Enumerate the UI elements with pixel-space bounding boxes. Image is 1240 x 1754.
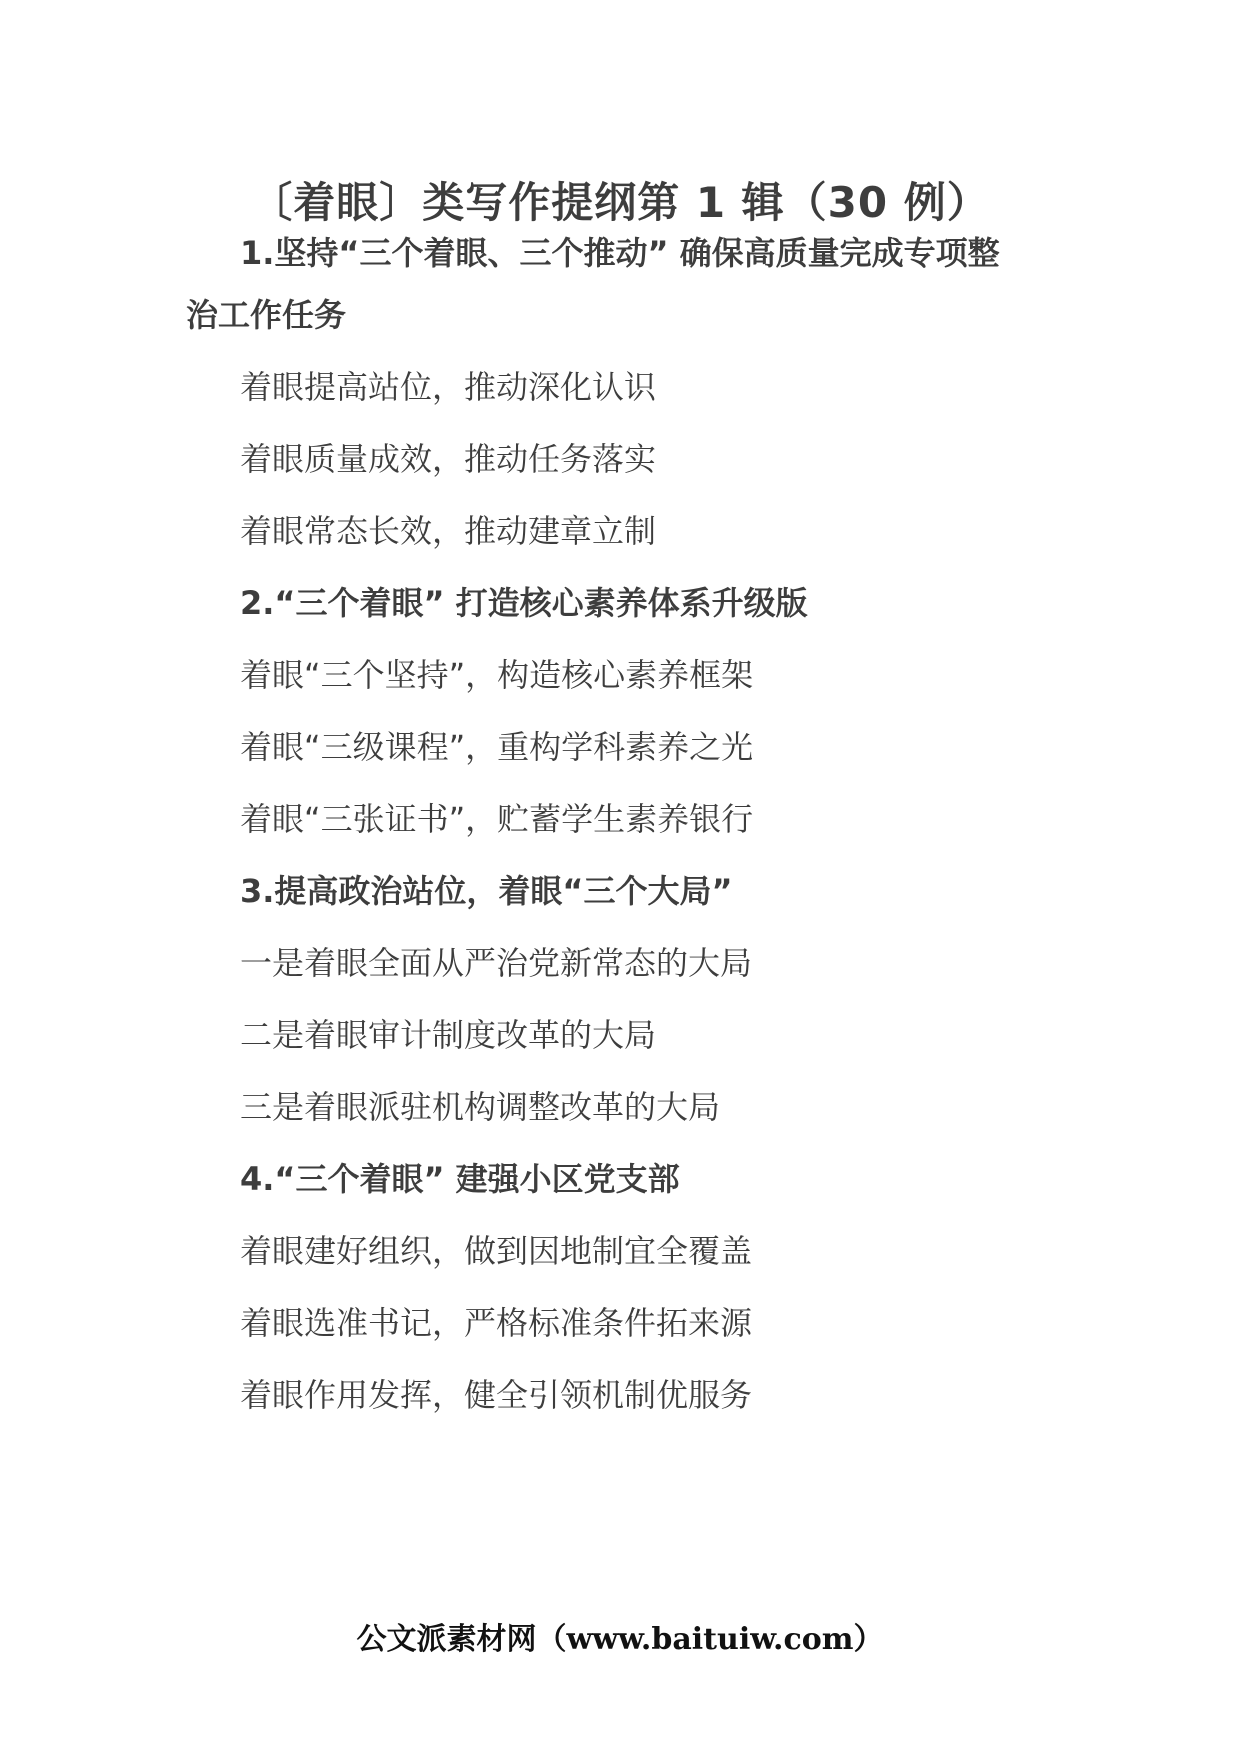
section-heading-4: 4.“三个着眼” 建强小区党支部	[240, 1160, 680, 1198]
section-heading-3: 3.提高政治站位，着眼“三个大局”	[240, 872, 733, 910]
section-2-item-1: 着眼“三个坚持”，构造核心素养框架	[240, 656, 754, 694]
section-heading-2: 2.“三个着眼” 打造核心素养体系升级版	[240, 584, 808, 622]
section-4-item-1: 着眼建好组织，做到因地制宜全覆盖	[240, 1232, 753, 1270]
section-2-item-2: 着眼“三级课程”，重构学科素养之光	[240, 728, 754, 766]
section-heading-1: 1.坚持“三个着眼、三个推动” 确保高质量完成专项整	[240, 234, 1000, 272]
section-3-item-1: 一是着眼全面从严治党新常态的大局	[240, 944, 753, 982]
section-1-item-1: 着眼提高站位，推动深化认识	[240, 368, 657, 406]
section-1-item-2: 着眼质量成效，推动任务落实	[240, 440, 657, 478]
section-3-item-2: 二是着眼审计制度改革的大局	[240, 1016, 657, 1054]
section-4-item-3: 着眼作用发挥，健全引领机制优服务	[240, 1376, 753, 1414]
section-1-item-3: 着眼常态长效，推动建章立制	[240, 512, 657, 550]
section-heading-1-continued: 治工作任务	[186, 296, 347, 334]
section-4-item-2: 着眼选准书记，严格标准条件拓来源	[240, 1304, 753, 1342]
footer-watermark: 公文派素材网（www.baituiw.com）	[356, 1622, 884, 1657]
document-title: 〔着眼〕类写作提纲第 1 辑（30 例）	[250, 178, 990, 227]
section-3-item-3: 三是着眼派驻机构调整改革的大局	[240, 1088, 721, 1126]
section-2-item-3: 着眼“三张证书”，贮蓄学生素养银行	[240, 800, 754, 838]
